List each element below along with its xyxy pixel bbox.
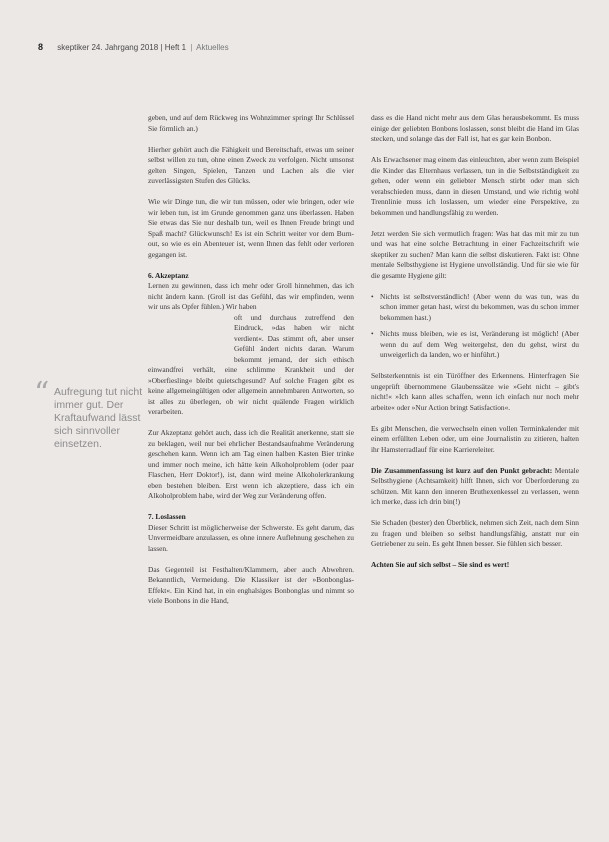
summary-heading: Die Zusammenfassung ist kurz auf den Punkt gebracht:	[371, 465, 553, 475]
paragraph: Als Erwachsener mag einem das einleuchten, aber wenn zum Beispiel die Kinder das Elternhaus verlassen, tun in die Selbstständigkeit zu gehen, oder wenn ein geliebter Mensch stirbt oder man sich verabschieden muss, dann in diesen Umstand, und wie richtig wohl Trennlinie muss ich loslassen, um wieder eine Perspektive, zu bekommen und handlungsfähig zu werden.	[371, 155, 579, 217]
header-separator: |	[190, 43, 193, 52]
list-item	[371, 329, 579, 361]
paragraph: Hierher gehört auch die Fähigkeit und Bereitschaft, etwas um seiner selbst willen zu tun, ohne einen Zweck zu verfolgen. Nicht umsonst gelten Singen, Spielen, Tanzen und Lachen als die vier zuverlässigsten Stufen des Glücks.	[148, 144, 354, 185]
bullet-icon: •	[371, 291, 374, 301]
paragraph: Wie wir Dinge tun, die wir tun müssen, oder wie bringen, oder wie wir leben tun, ist im Grunde genommen ganz uns überlassen. Haben Sie etwas das Sie nur deshalb tun, weil es Ihnen Freude bringt und Spaß macht? Glückwunsch! Es ist ein Schritt weiter vor dem Burn-out, so wie es ein Abenteuer ist, wenn Ihnen das fehlt oder verloren gegangen ist.	[148, 197, 354, 259]
list-item-text: Nichts muss bleiben, wie es ist, Veränderung ist möglich! (Aber wenn du auf dem Weg weitergehst, den du gehst, wirst du unweigerlich da landen, wo er hinführt.)	[380, 329, 579, 359]
paragraph-text: Lernen zu gewinnen, dass ich mehr oder Groll hinnehmen, das ich nicht ändern kann. (Groll ist das Gefühl, das wir empfinden, wenn wir uns als Opfer fühlen.) Wir haben	[148, 281, 354, 311]
summary-text: Mentale Selbsthygiene (Achtsamkeit) hilft Ihnen, sich vor Überforderung zu schützen. Mit kann den inneren Bruthexenkessel zu verlassen, wenn ich merke, dass ich drin bin(!)	[371, 465, 579, 506]
paragraph: Sie Schaden (bester) den Überblick, nehmen sich Zeit, nach dem Sinn zu fragen und bleiben so selbst handlungsfähig, anstatt nur ein Getriebener zu sein. Es geht Ihnen besser. Sie fühlen sich besser.	[371, 518, 579, 548]
subheading-akzeptanz: 6. Akzeptanz	[148, 270, 189, 280]
paragraph: Jetzt werden Sie sich vermutlich fragen: Was hat das mit mir zu tun und was hat eine solche Betrachtung in einer Fachzeitschrift wie skeptiker zu suchen? Man kann die selbst diskutieren. Fakt ist: Ohne mentale Selbsthygiene ist Hygiene unvollständig. Und für sie wie für die gesamte Hygiene gilt:	[371, 228, 579, 280]
paragraph: Selbsterkenntnis ist ein Türöffner des Erkennens. Hinterfragen Sie ungeprüft übernommene Glaubenssätze wie »Geht nicht – gibt's nicht!« »Ich kann alles schaffen, wenn ich einfach nur noch mehr arbeite« oder »Nur Action bringt Satisfaction«.	[371, 371, 579, 412]
journal-info: skeptiker 24. Jahrgang 2018 | Heft 1	[57, 43, 187, 52]
closing-line: Achten Sie auf sich selbst – Sie sind es wert!	[371, 560, 510, 569]
bullet-list	[371, 292, 579, 361]
list-item-text: Nichts ist selbstverständlich! (Aber wenn du was tun, was du schon immer getan hast, wirst du bekommen, was du schon immer bekommen hast.)	[380, 291, 579, 322]
paragraph: Das Gegenteil ist Festhalten/Klammern, aber auch Abwehren. Bekanntlich, Vermeidung. Die Klassiker ist der »Bonbonglas-Effekt«. Ein Kind hat, in ein enghalsiges Bonbonglas und nimmt so viele Bonbons in die Hand,	[148, 564, 354, 605]
article-column-right	[371, 113, 579, 581]
paragraph: oft und durchaus zutreffend den Eindruck, »das haben wir nicht verdient«. Das stimmt oft, aber unser Gefühl ändert nichts daran. Warum bekommt jemand, der sich ethisch einwandfrei verhält, eine schlimme Krankheit und der »Oberfiesling« bleibt quietschgesund? Auf solche Fragen gibt es keine allgemeingültigen oder allgemein annehmbaren Antworten, so ist alles zu überlegen, ob wir nicht quälende Fragen wirklich verarbeiten.	[148, 312, 354, 416]
quote-mark-icon: “	[34, 376, 50, 411]
summary-paragraph	[371, 466, 579, 508]
paragraph: Dieser Schritt ist möglicherweise der Schwerste. Es geht darum, das Unvermeidbare anzulassen, es ohne innere Auflehnung geschehen zu lassen.	[148, 522, 354, 553]
paragraph: geben, und auf dem Rückweg ins Wohnzimmer springt Ihr Schlüssel Sie förmlich an.)	[148, 113, 354, 133]
paragraph: Zur Akzeptanz gehört auch, dass ich die Realität anerkenne, statt sie zu beklagen, weil nur bei ehrlicher Bestandsaufnahme Veränderung geschehen kann. Wenn ich am Tag einen halben Kasten Bier trinke und immer noch meine, ich hätte kein Alkoholproblem (oder paar Flaschen, Herr Doktor!), ist, dann wird meine Alkoholerkrankung eben bestehen bleiben. Erst wenn ich akzeptiere, dass ich ein Alkoholproblem habe, wird der Weg zur Veränderung offen.	[148, 428, 354, 500]
pull-quote-gap	[148, 313, 234, 365]
running-header	[38, 42, 229, 52]
page-number: 8	[38, 42, 44, 52]
pull-quote-text: Aufregung tut nicht immer gut. Der Kraftaufwand lässt sich sinnvoller einsetzen.	[54, 386, 143, 450]
paragraph	[148, 281, 354, 313]
article-column-left	[148, 113, 354, 617]
paragraph: dass es die Hand nicht mehr aus dem Glas herausbekommt. Es muss einige der geliebten Bonbons loslassen, sonst bleibt die Hand im Glas stecken, und solange das der Fall ist, hat es gar kein Bonbon.	[371, 113, 579, 143]
paragraph: Es gibt Menschen, die verwechseln einen vollen Terminkalender mit einem erfüllten Leben oder, um eine Journalistin zu zitieren, halten ihr Hamsterradlauf für eine Karriereleiter.	[371, 423, 579, 454]
bullet-icon: •	[371, 329, 374, 338]
subheading-loslassen: 7. Loslassen	[148, 512, 186, 521]
list-item	[371, 292, 579, 324]
section-name: Aktuelles	[196, 43, 229, 52]
pull-quote	[34, 376, 160, 451]
